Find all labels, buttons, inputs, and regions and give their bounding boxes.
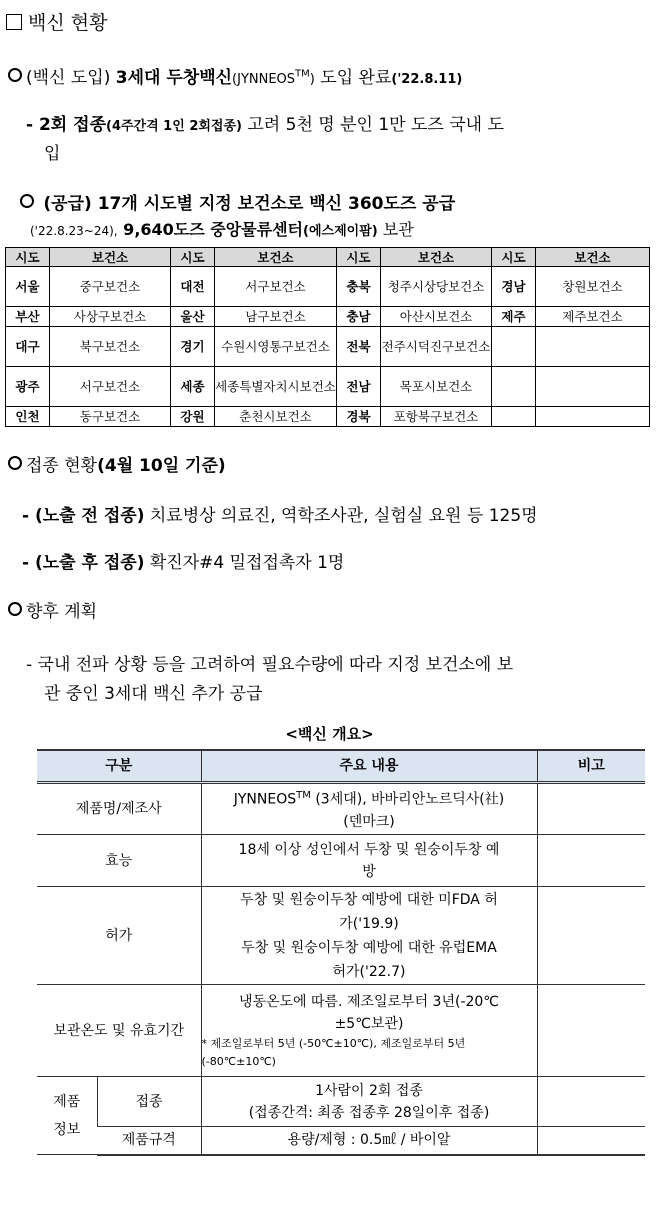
col-header: 시도 [492,248,536,267]
bullet3-title-a: 접종 현황 [26,456,98,476]
section-title: 백신 현황 [28,12,108,34]
section-header [6,8,107,35]
product-name: JYNNEOS [233,791,297,808]
bullet2-line2-b: 9,640도즈 중앙물류센터 [117,220,304,239]
col-header: 시도 [171,248,215,267]
supply-table-header [6,248,650,267]
bullet2-line2-c: (에스제이팜) [303,224,378,239]
sub-import-detail [26,110,504,135]
table-row [37,783,645,835]
remarks-cell [537,887,645,985]
col-header-category: 구분 [37,750,201,783]
table-cell: 사상구보건소 [50,307,171,327]
bullet1-tm: TM [295,68,310,80]
bullet2-line2-d: 보관 [377,220,414,239]
remarks-cell [537,1127,645,1155]
overview-table-header [37,750,645,783]
table-cell: 제주보건소 [536,307,650,327]
table-cell: 서구보건소 [215,267,337,307]
overview-table [37,749,645,1156]
table-cell [201,887,537,985]
table-cell: 대전 [171,267,215,307]
circle-bullet-icon [8,68,22,82]
storage-line1: 냉동온도에 따름. 제조일로부터 3년(-20℃ [238,993,500,1010]
table-cell: 광주 [6,367,50,407]
col-header: 보건소 [381,248,492,267]
bullet2-line2 [30,217,414,240]
col-header: 보건소 [50,248,171,267]
bullet3-title-b: (4월 10일 기준) [97,456,226,476]
bullet2-line1: (공급) 17개 시도별 지정 보건소로 백신 360도즈 공급 [43,194,456,214]
table-cell: 중구보건소 [50,267,171,307]
table-row [37,887,645,985]
info-label-2: 정보 [53,1121,81,1138]
table-cell: 인천 [6,407,50,427]
bullet-future-plan [8,597,97,622]
sub4-line2: 관 중인 3세대 백신 추가 공급 [44,684,263,704]
table-cell: 용량/제형 : 0.5㎖ / 바이알 [201,1127,537,1155]
bullet1-post: 도입 완료 [320,68,392,88]
approval-line4: 허가('22.7) [332,963,406,980]
table-cell: 동구보건소 [50,407,171,427]
table-cell: 청주시상당보건소 [381,267,492,307]
table-cell: 전주시덕진구보건소 [381,327,492,367]
sub3a-label: - (노출 전 접종) [22,506,145,526]
row-label: 제품명/제조사 [37,783,201,835]
table-cell: 경북 [337,407,381,427]
bullet1-bold: 3세대 두창백신 [115,68,233,88]
sub-pre-exposure [22,501,538,526]
storage-note1: * 제조일로부터 5년 (-50℃±10℃), 제조일로부터 5년 [201,1036,466,1050]
info-label-1: 제품 [53,1093,81,1110]
col-header: 보건소 [536,248,650,267]
table-cell: 포항북구보건소 [381,407,492,427]
table-cell: 울산 [171,307,215,327]
table-cell [492,407,536,427]
table-cell: 세종 [171,367,215,407]
remarks-cell [537,985,645,1077]
sub1-line1-c: 고려 5천 명 분인 1만 도즈 국내 도 [241,115,504,135]
remarks-cell [537,783,645,835]
table-row [37,1127,645,1155]
sub3a-text: 치료병상 의료진, 역학조사관, 실험실 요원 등 125명 [144,506,538,526]
row-label: 제품규격 [97,1127,201,1155]
table-cell: 목포시보건소 [381,367,492,407]
table-cell: 부산 [6,307,50,327]
approval-line3: 두창 및 원숭이두창 예방에 대한 유럽EMA [241,939,497,956]
storage-line2: ±5℃보관) [334,1015,404,1032]
table-cell: 제주 [492,307,536,327]
product-maker: (3세대), 바바리안노르딕사(社) [310,791,505,808]
sub1-line2: 입 [44,144,61,164]
table-cell: 아산시보건소 [381,307,492,327]
approval-line1: 두창 및 원숭이두창 예방에 대한 미FDA 허 [240,891,498,908]
sub1-line1-a: - 2회 접종 [26,115,106,135]
approval-line2: 가('19.9) [339,915,399,932]
col-header: 시도 [6,248,50,267]
bullet4-title: 향후 계획 [26,602,98,622]
table-cell: 전남 [337,367,381,407]
sub1-line1-b: (4주간격 1인 2회접종) [106,119,242,134]
table-cell: 대구 [6,327,50,367]
table-row [37,835,645,887]
row-label: 보관온도 및 유효기간 [37,985,201,1077]
sub3b-label: - (노출 후 접종) [22,553,145,573]
table-cell: 서구보건소 [50,367,171,407]
table-row [6,407,650,427]
table-cell: 경남 [492,267,536,307]
dose-line1: 1사람이 2회 접종 [315,1082,423,1099]
row-label: 효능 [37,835,201,887]
table-cell [536,327,650,367]
bullet1-product: (JYNNEOS [232,72,296,87]
col-header-remarks: 비고 [537,750,645,783]
storage-note2: (-80℃±10℃) [201,1054,276,1068]
bullet-vaccine-import [8,63,462,88]
table-row [6,367,650,407]
table-cell: 경기 [171,327,215,367]
table-cell [201,985,537,1077]
table-cell: 남구보건소 [215,307,337,327]
table-cell: 창원보건소 [536,267,650,307]
dose-line2: (접종간격: 최종 접종후 28일이후 접종) [248,1104,490,1121]
bullet-vaccination-status [8,451,226,476]
checkbox-square-icon [6,14,22,30]
table-cell: 수원시영통구보건소 [215,327,337,367]
bullet-supply [20,189,455,214]
remarks-cell [537,1077,645,1127]
bullet1-date: ('22.8.11) [391,72,463,87]
table-cell [492,367,536,407]
row-label-group [37,1077,97,1155]
row-label: 접종 [97,1077,201,1127]
table-cell: 충남 [337,307,381,327]
efficacy-line1: 18세 이상 성인에서 두창 및 원숭이두창 예 [238,841,500,858]
table-cell: 세종특별자치시보건소 [215,367,337,407]
bullet2-line2-a: ('22.8.23~24), [30,224,118,238]
table-row [37,985,645,1077]
product-country: (덴마크) [343,813,395,830]
table-cell [201,783,537,835]
supply-table [5,247,650,427]
table-cell: 춘천시보건소 [215,407,337,427]
product-tm: TM [296,790,311,802]
circle-bullet-icon [8,456,22,470]
bullet1-product-close: ) [309,72,315,87]
table-cell [536,407,650,427]
remarks-cell [537,835,645,887]
table-row [37,1077,645,1127]
table-cell [492,327,536,367]
table-row [6,307,650,327]
table-cell [201,835,537,887]
bullet1-pre: (백신 도입) [26,68,111,88]
overview-caption: <백신 개요> [285,725,374,743]
sub4-line1: - 국내 전파 상황 등을 고려하여 필요수량에 따라 지정 보건소에 보 [26,655,514,675]
col-header: 보건소 [215,248,337,267]
table-cell: 충북 [337,267,381,307]
table-row [6,267,650,307]
circle-bullet-icon [8,602,22,616]
sub3b-text: 확진자#4 밀접접촉자 1명 [144,553,345,573]
table-cell [536,367,650,407]
table-cell: 전북 [337,327,381,367]
table-cell [201,1077,537,1127]
sub-post-exposure [22,548,344,573]
col-header-content: 주요 내용 [201,750,537,783]
table-row [6,327,650,367]
col-header: 시도 [337,248,381,267]
table-cell: 서울 [6,267,50,307]
table-cell: 북구보건소 [50,327,171,367]
efficacy-line2: 방 [362,863,376,880]
row-label: 허가 [37,887,201,985]
table-cell: 강원 [171,407,215,427]
circle-bullet-icon [20,194,34,208]
